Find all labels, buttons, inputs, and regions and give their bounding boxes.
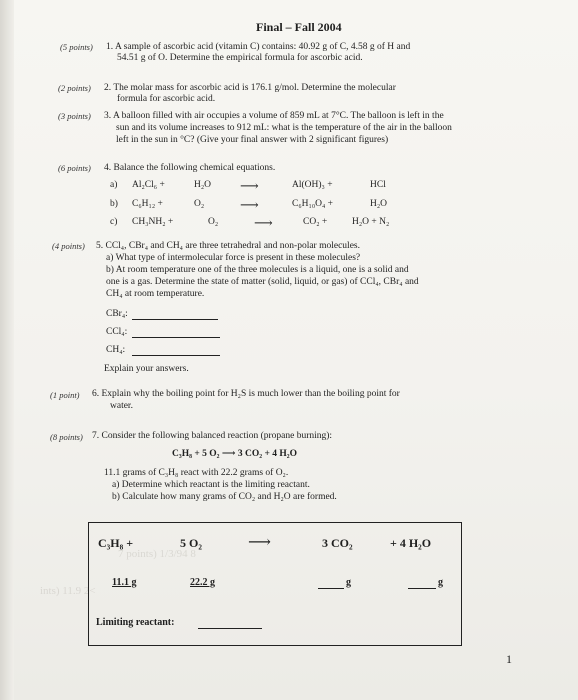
table-product1: 3 CO₂ — [322, 536, 353, 550]
question-7-line1: 7. Consider the following balanced reaction (propane burning): — [92, 431, 333, 441]
eq-c-arrow: ⟶ — [254, 215, 273, 230]
propane-reaction: C₃H₈ + 5 O₂ ⟶ 3 CO₂ + 4 H₂O — [172, 449, 297, 459]
ch4-answer-line — [132, 347, 220, 356]
eq-c-product1: CO₂ + — [303, 217, 328, 227]
question-7-given: 11.1 grams of C₃H₈ react with 22.2 grams of O₂. — [104, 468, 289, 478]
page-number: 1 — [506, 652, 512, 666]
eq-b-label: b) — [110, 199, 118, 209]
points-q7: (8 points) — [50, 432, 83, 442]
eq-b-reactant1: C₆H₁₂ + — [132, 199, 163, 209]
points-q5: (4 points) — [52, 241, 85, 251]
cbr4-label: CBr₄: — [106, 309, 128, 319]
eq-a-reactant1: Al₂Cl₆ + — [132, 180, 165, 190]
question-3-line2: sun and its volume increases to 912 mL: what is the temperature of the air in the balloon — [116, 123, 452, 133]
question-3-line1: 3. A balloon filled with air occupies a volume of 859 mL at 7°C. The balloon is left in the — [104, 111, 444, 121]
question-6-line1: 6. Explain why the boiling point for H₂S is much lower than the boiling point for — [92, 389, 400, 399]
mass-co2-answer-line — [318, 580, 344, 589]
eq-a-label: a) — [110, 180, 118, 190]
limiting-reactant-label: Limiting reactant: — [96, 617, 175, 628]
eq-b-product1: C₆H₁₀O₄ + — [292, 199, 334, 209]
question-2-line1: 2. The molar mass for ascorbic acid is 176.1 g/mol. Determine the molecular — [104, 83, 396, 93]
points-q4: (6 points) — [58, 163, 91, 173]
mass-co2-unit: g — [346, 577, 351, 588]
points-q3: (3 points) — [58, 111, 91, 121]
eq-c-reactant2: O₂ — [208, 217, 219, 227]
table-reactant1: C₃H₈ + — [98, 536, 134, 550]
question-3-line3: left in the sun in °C? (Give your final answer with 2 significant figures) — [116, 135, 389, 145]
eq-c-product2: H₂O + N₂ — [352, 217, 390, 227]
mass-h2o-answer-line — [408, 580, 436, 589]
question-5b-line3: CH₄ at room temperature. — [106, 289, 205, 299]
table-arrow: ⟶ — [248, 534, 271, 551]
ccl4-label: CCl₄: — [106, 327, 128, 337]
page-title: Final – Fall 2004 — [256, 20, 342, 34]
eq-b-product2: H₂O — [370, 199, 388, 209]
bleed-through-text: 7 points) 1/3/94 8 — [118, 548, 196, 560]
eq-a-reactant2: H₂O — [194, 180, 212, 190]
eq-a-arrow: ⟶ — [240, 178, 259, 193]
cbr4-answer-line — [132, 311, 218, 320]
table-product2: + 4 H₂O — [390, 536, 432, 550]
eq-a-product1: Al(OH)₃ + — [292, 180, 333, 190]
points-q6: (1 point) — [50, 390, 80, 400]
question-1-line2: 54.51 g of O. Determine the empirical formula for ascorbic acid. — [117, 53, 363, 63]
eq-c-reactant1: CH₃NH₂ + — [132, 217, 174, 227]
question-5-line1: 5. CCl₄, CBr₄ and CH₄ are three tetrahedral and non-polar molecules. — [96, 241, 360, 251]
mass-h2o-unit: g — [438, 577, 443, 588]
points-q1: (5 points) — [60, 42, 93, 52]
ccl4-answer-line — [132, 329, 220, 338]
question-5b-line2: one is a gas. Determine the state of matter (solid, liquid, or gas) of CCl₄, CBr₄ and — [106, 277, 419, 287]
ch4-label: CH₄: — [106, 345, 126, 355]
explain-prompt: Explain your answers. — [104, 364, 189, 374]
question-2-line2: formula for ascorbic acid. — [117, 94, 216, 104]
limiting-reactant-answer-line — [198, 620, 262, 629]
question-7a: a) Determine which reactant is the limiting reactant. — [112, 480, 310, 490]
question-1-line1: 1. A sample of ascorbic acid (vitamin C) contains: 40.92 g of C, 4.58 g of H and — [106, 42, 411, 52]
eq-b-reactant2: O₂ — [194, 199, 205, 209]
question-5a: a) What type of intermolecular force is present in these molecules? — [106, 253, 361, 263]
eq-b-arrow: ⟶ — [240, 197, 259, 212]
question-7b: b) Calculate how many grams of CO₂ and H₂O are formed. — [112, 492, 337, 502]
mass-c3h8: 11.1 g — [112, 577, 137, 588]
points-q2: (2 points) — [58, 83, 91, 93]
mass-o2: 22.2 g — [190, 577, 215, 588]
eq-c-label: c) — [110, 217, 118, 227]
eq-a-product2: HCl — [370, 180, 386, 190]
table-reactant2: 5 O₂ — [180, 536, 202, 550]
question-5b-line1: b) At room temperature one of the three molecules is a liquid, one is a solid and — [106, 265, 409, 275]
question-6-line2: water. — [110, 401, 133, 411]
page-edge-shadow — [0, 0, 14, 700]
question-4-heading: 4. Balance the following chemical equations. — [104, 163, 276, 173]
bleed-through-text: ints) 11.9 2< — [40, 585, 96, 597]
